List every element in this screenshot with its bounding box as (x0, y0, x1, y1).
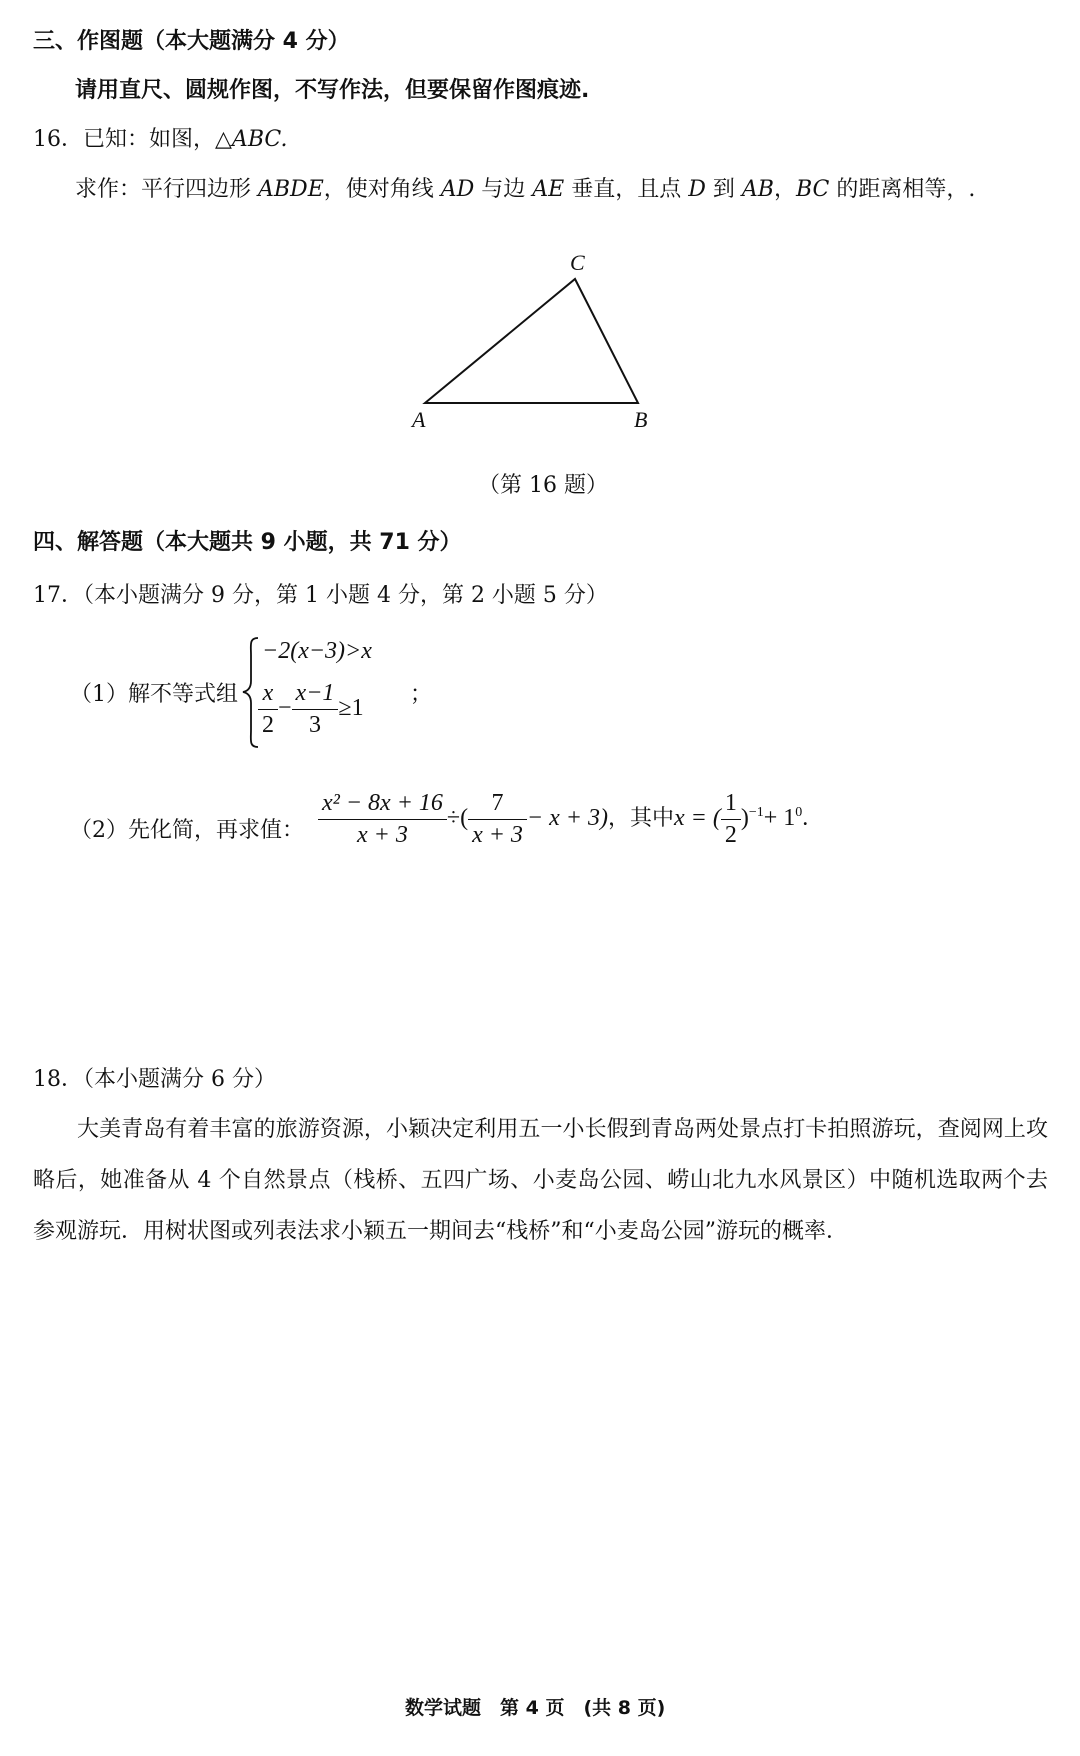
q16-task-text: ， (773, 177, 796, 202)
q16-given-triangle: △ABC. (215, 127, 288, 152)
q16-task-text: 到 (705, 177, 742, 202)
fraction-one-half (721, 790, 741, 849)
q16-given (33, 122, 287, 153)
triangle-abc (425, 279, 638, 403)
q18-body: 大美青岛有着丰富的旅游资源，小颖决定利用五一小长假到青岛两处景点打卡拍照游玩，查阅网上攻略后，她准备从 4 个自然景点（栈桥、五四广场、小麦岛公园、崂山北九水风景区）中随机选取两个去参观游玩．用树状图或列表法求小颖五一期间去“栈桥”和“小麦岛公园”游玩的概率． (33, 1117, 1048, 1244)
q16-task-ae: AE (532, 177, 565, 202)
inequality-2 (258, 680, 364, 739)
fraction-numerator: x (258, 680, 278, 710)
q16-task-text: 求作：平行四边形 (75, 177, 258, 202)
fraction-denominator: 3 (308, 712, 321, 738)
division-open-paren: ÷( (446, 805, 469, 832)
expression-rest: − x + 3) (526, 805, 608, 832)
inequality-1 (262, 638, 372, 665)
exponent-neg-one: −1 (748, 805, 764, 821)
triangle-abc-figure (400, 250, 680, 440)
fraction-denominator: 2 (724, 822, 737, 848)
q17-part1-end: ； (410, 682, 433, 707)
fraction-numerator: 7 (468, 790, 527, 820)
fraction-numerator: 1 (721, 790, 741, 820)
q16-task-abde: ABDE (258, 177, 324, 202)
q16-task-text: 的距离相等，. (829, 177, 976, 202)
inequality-1-text: −2(x−3)>x (262, 638, 372, 664)
fraction-denominator: x + 3 (472, 822, 523, 848)
q16-number: 16． (33, 127, 83, 152)
q17-header: 17．（本小题满分 9 分，第 1 小题 4 分，第 2 小题 5 分） (33, 583, 608, 608)
q17-part2-expression (318, 790, 808, 849)
fraction-x-minus-1-over-3 (292, 680, 339, 739)
section3-heading: 三、作图题（本大题满分 4 分） (33, 29, 350, 54)
section3-instruction: 请用直尺、圆规作图，不写作法，但要保留作图痕迹. (75, 78, 590, 103)
q16-task-d: D (688, 177, 706, 202)
vertex-label-c: C (570, 250, 585, 275)
q17-part1-label: （1）解不等式组 (70, 682, 238, 707)
q16-task-ad: AD (440, 177, 475, 202)
q18-header: 18．（本小题满分 6 分） (33, 1067, 276, 1092)
q16-given-prefix: 已知：如图， (83, 127, 216, 152)
q16-task-bc: BC (795, 177, 830, 202)
fraction-x-over-2 (258, 680, 278, 739)
minus-sign: − (278, 695, 292, 722)
fraction-7-over-x-plus-3 (468, 790, 527, 849)
q16-task-ab: AB (741, 177, 774, 202)
fraction-numerator: x−1 (292, 680, 339, 710)
vertex-label-a: A (412, 407, 426, 432)
fraction-denominator: x + 3 (357, 822, 408, 848)
close-paren: ) (740, 805, 749, 832)
where-text: ，其中 (607, 806, 674, 832)
page-footer: 数学试题 第 4 页 (共 8 页) (405, 1697, 666, 1719)
q16-task-text: 与边 (474, 177, 533, 202)
geq-relation: ≥1 (338, 695, 364, 722)
fraction-denominator: 2 (262, 712, 274, 738)
fraction-numerator: x² − 8x + 16 (318, 790, 447, 820)
exponent-zero: 0 (795, 805, 803, 821)
q16-task-text: 垂直，且点 (564, 177, 689, 202)
x-equals: x = ( (673, 805, 721, 832)
fraction-quadratic-over-x-plus-3 (318, 790, 447, 849)
q16-task-text: ，使对角线 (323, 177, 441, 202)
period: . (802, 805, 809, 832)
plus-one: + 1 (763, 805, 796, 832)
q17-part2-label: （2）先化简，再求值： (70, 818, 304, 843)
vertex-label-b: B (634, 407, 648, 432)
section4-heading: 四、解答题（本大题共 9 小题，共 71 分） (33, 530, 462, 555)
figure-caption: （第 16 题） (478, 473, 608, 498)
q16-task (75, 172, 975, 203)
